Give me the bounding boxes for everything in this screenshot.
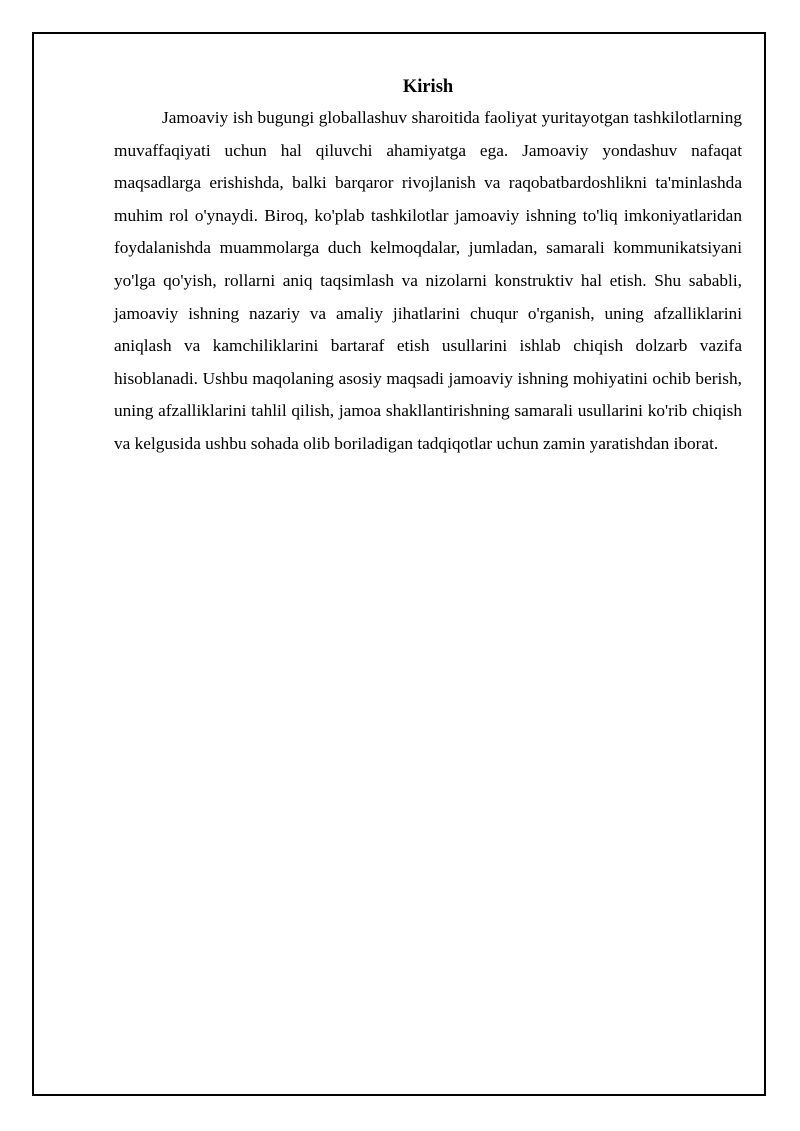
document-body	[114, 72, 742, 461]
intro-paragraph: Jamoaviy ish bugungi globallashuv sharoitida faoliyat yuritayotgan tashkilotlarning muvaffaqiyati uchun hal qiluvchi ahamiyatga ega. Jamoaviy yondashuv nafaqat maqsadlarga erishishda, balki barqaror rivojlanish va raqobatbardoshlikni ta'minlashda muhim rol o'ynaydi. Biroq, ko'plab tashkilotlar jamoaviy ishning to'liq imkoniyatlaridan foydalanishda muammolarga duch kelmoqdalar, jumladan, samarali kommunikatsiyani yo'lga qo'yish, rollarni aniq taqsimlash va nizolarni konstruktiv hal etish. Shu sababli, jamoaviy ishning nazariy va amaliy jihatlarini chuqur o'rganish, uning afzalliklarini aniqlash va kamchiliklarini bartaraf etish usullarini ishlab chiqish dolzarb vazifa hisoblanadi. Ushbu maqolaning asosiy maqsadi jamoaviy ishning mohiyatini ochib berish, uning afzalliklarini tahlil qilish, jamoa shakllantirishning samarali usullarini ko'rib chiqish va kelgusida ushbu sohada olib boriladigan tadqiqotlar uchun zamin yaratishdan iborat.	[114, 108, 742, 453]
document-title: Kirish	[402, 77, 454, 97]
